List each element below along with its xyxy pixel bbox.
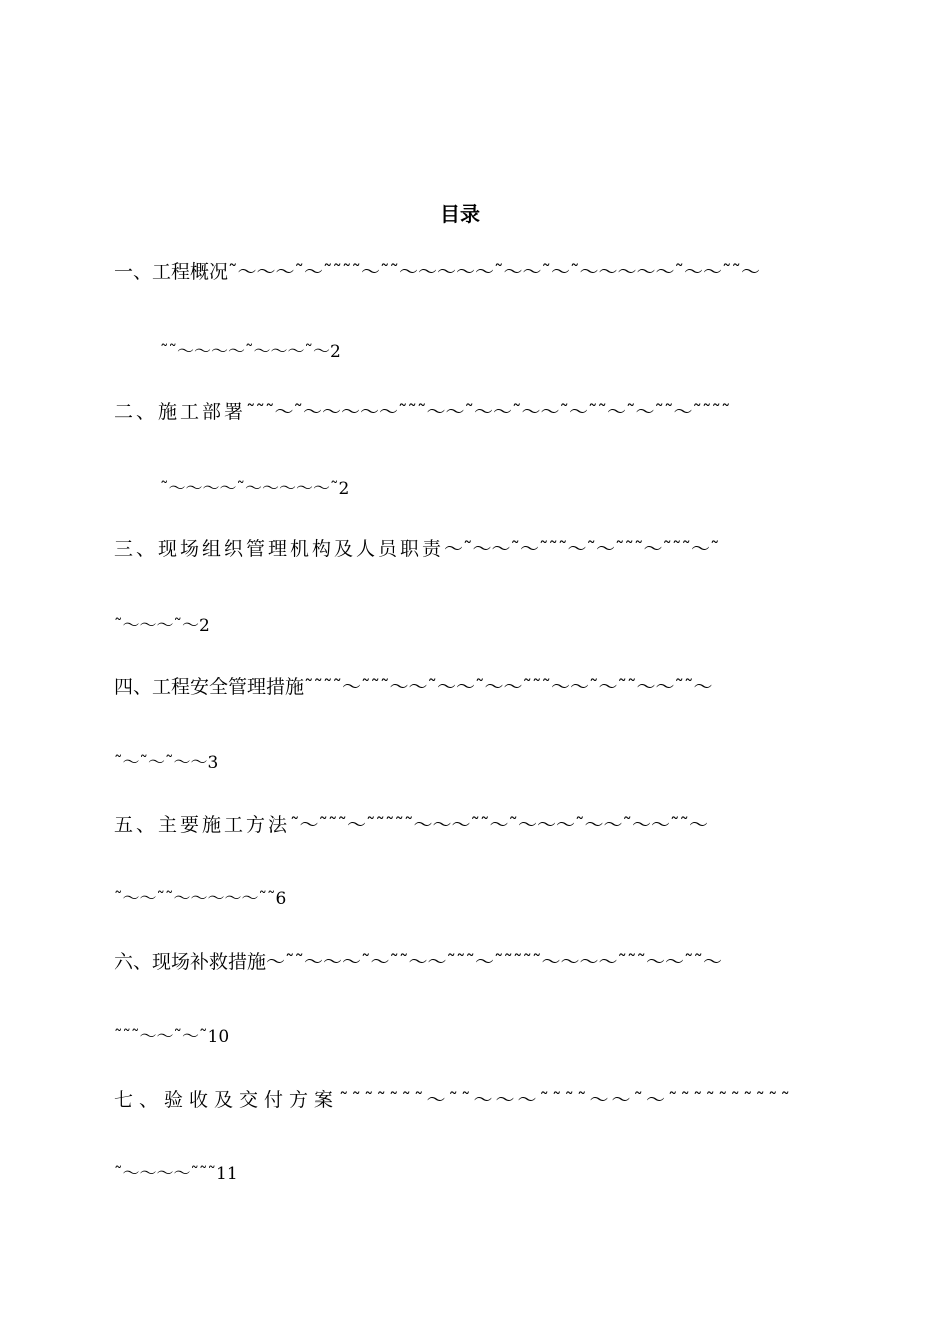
toc-entry-leader: ˜～～～～˜～～～～～˜ — [160, 479, 339, 499]
toc-entry-heading: 一、工程概况 — [114, 261, 229, 283]
toc-entry-leader: ˜～˜˜˜～˜˜˜˜˜～～～˜˜～˜～～～˜～～˜～～˜˜～ — [290, 814, 709, 836]
toc-entry-heading: 七、验收及交付方案 — [114, 1089, 340, 1111]
toc-entry-leader: ～˜～～˜～˜˜˜～˜～˜˜˜～˜˜˜～˜ — [444, 538, 720, 560]
toc-entry-5-line1 — [114, 811, 834, 839]
toc-entry-leader: ˜˜˜～˜～～～～～˜˜˜～～˜～～˜～～˜～˜˜～˜～˜˜～˜˜˜˜ — [246, 401, 731, 423]
toc-entry-page: 11 — [216, 1164, 238, 1184]
toc-entry-leader: ～˜˜～～～˜～˜˜～～˜˜˜～˜˜˜˜˜～～～～˜˜˜～～˜˜～ — [266, 951, 723, 973]
toc-entry-leader: ˜～～～～˜˜˜ — [114, 1164, 216, 1184]
toc-entry-6-line1 — [114, 948, 834, 976]
toc-entry-leader: ˜˜˜～～˜～˜ — [114, 1027, 208, 1047]
toc-entry-4-line2 — [114, 749, 834, 777]
toc-entry-leader: ˜～～˜˜～～～～～˜˜ — [114, 889, 276, 909]
toc-entry-heading: 二、施工部署 — [114, 401, 247, 423]
toc-entry-leader: ˜˜˜˜～˜˜˜～～˜～～˜～～˜˜˜～～˜～˜˜～～˜˜～ — [304, 676, 713, 698]
toc-entry-heading: 五、主要施工方法 — [114, 814, 291, 836]
toc-entry-leader: ˜～～～˜～˜˜˜˜～˜˜～～～～～˜～～˜～˜～～～～～˜～～˜˜～ — [228, 261, 761, 283]
toc-entry-leader: ˜～～～˜～ — [114, 616, 199, 636]
toc-entry-heading: 六、现场补救措施 — [114, 951, 267, 973]
toc-entry-page: 2 — [330, 342, 341, 362]
toc-entry-6-line2 — [114, 1023, 834, 1051]
toc-entry-5-line2 — [114, 885, 834, 913]
toc-entry-heading: 四、工程安全管理措施 — [114, 676, 305, 698]
toc-entry-3-line1 — [114, 535, 834, 563]
toc-entry-1-line1 — [114, 258, 834, 286]
toc-entry-heading: 三、现场组织管理机构及人员职责 — [114, 538, 445, 560]
toc-entry-page: 2 — [338, 479, 350, 499]
toc-entry-3-line2 — [114, 612, 834, 640]
toc-entry-2-line2 — [160, 475, 840, 503]
toc-entry-2-line1 — [114, 398, 834, 426]
toc-entry-page: 10 — [207, 1027, 230, 1047]
toc-entry-4-line1 — [114, 673, 834, 701]
toc-entry-leader: ˜˜˜˜˜˜˜～˜˜～～～˜˜˜˜～～˜～˜˜˜˜˜˜˜˜˜˜ — [339, 1089, 794, 1111]
toc-entry-leader: ˜˜～～～～˜～～～˜～ — [160, 342, 330, 362]
toc-title: 目录 — [440, 202, 480, 226]
toc-entry-1-line2 — [160, 338, 840, 366]
toc-entry-leader: ˜～˜～˜～～ — [114, 753, 208, 773]
toc-entry-7-line1 — [114, 1086, 834, 1114]
toc-entry-page: 2 — [199, 616, 210, 636]
toc-entry-page: 6 — [275, 889, 287, 909]
toc-entry-7-line2 — [114, 1160, 834, 1188]
toc-entry-page: 3 — [207, 753, 219, 773]
